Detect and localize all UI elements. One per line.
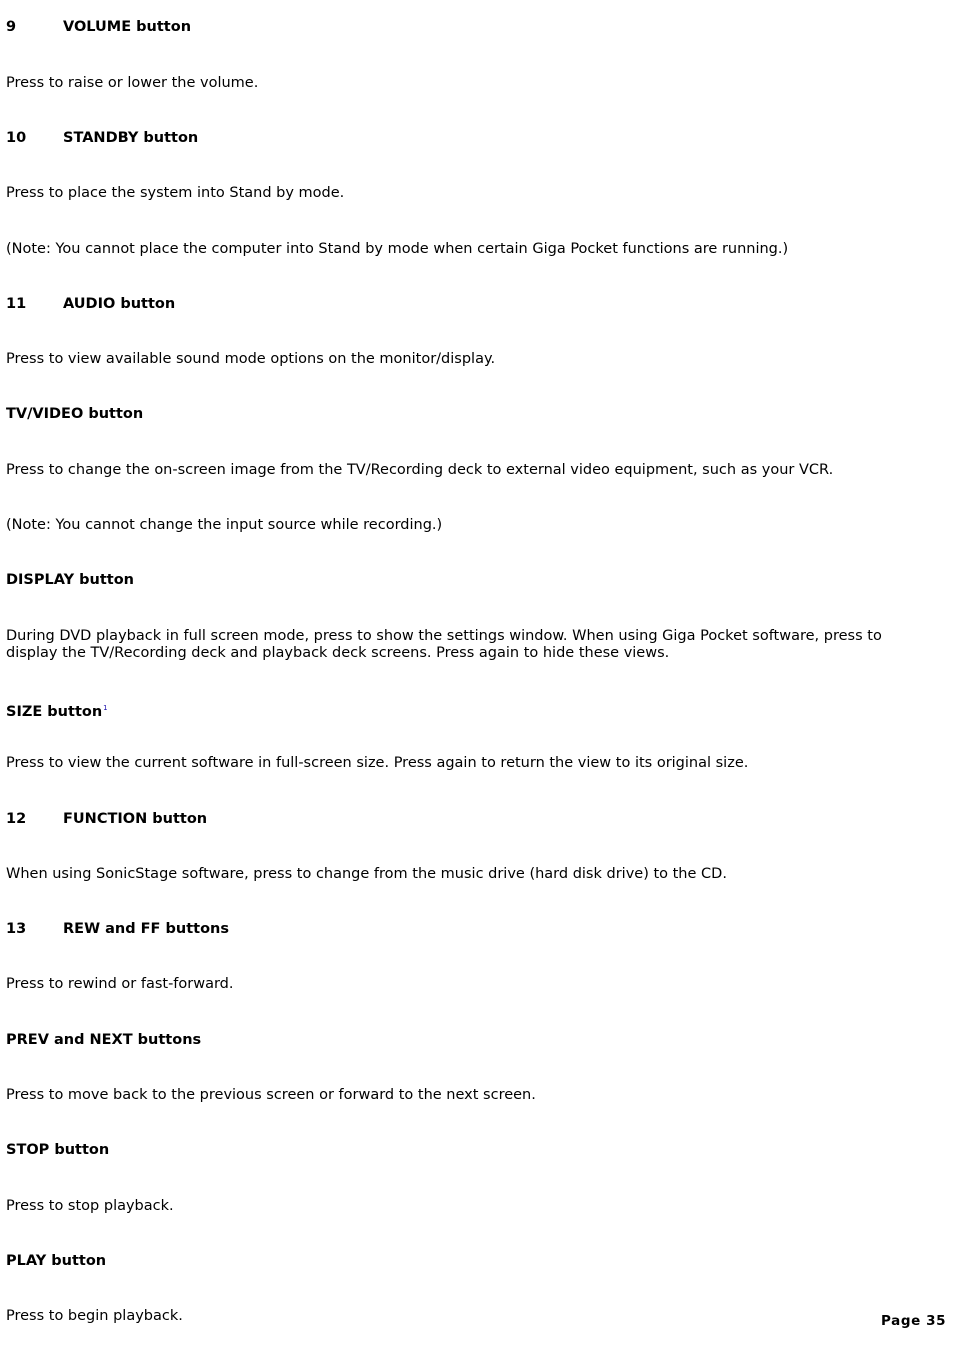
description: When using SonicStage software, press to change from the music drive (hard disk drive) to the CD. bbox=[6, 866, 727, 882]
item-number: 10 bbox=[6, 130, 27, 146]
heading-label: VOLUME button bbox=[63, 19, 192, 35]
heading-audio bbox=[6, 296, 930, 313]
heading-label: SIZE button bbox=[6, 704, 103, 720]
heading-volume bbox=[6, 19, 930, 36]
heading-display: DISPLAY button bbox=[6, 572, 134, 588]
description: Press to view the current software in full-screen size. Press again to return the view to its original size. bbox=[6, 755, 749, 771]
item-number: 11 bbox=[6, 296, 27, 312]
description: Press to place the system into Stand by mode. bbox=[6, 185, 345, 201]
item-number: 13 bbox=[6, 921, 27, 937]
heading-label: FUNCTION button bbox=[63, 811, 208, 827]
heading-tv-video: TV/VIDEO button bbox=[6, 406, 144, 422]
heading-label: AUDIO button bbox=[63, 296, 176, 312]
note: (Note: You cannot place the computer into Stand by mode when certain Giga Pocket functions are running.) bbox=[6, 241, 789, 257]
heading-function bbox=[6, 811, 930, 828]
description: Press to rewind or fast-forward. bbox=[6, 976, 234, 992]
description: Press to stop playback. bbox=[6, 1198, 174, 1214]
page-number: Page 35 bbox=[881, 1313, 947, 1329]
heading-size bbox=[6, 700, 930, 721]
description: Press to view available sound mode options on the monitor/display. bbox=[6, 351, 496, 367]
item-number: 12 bbox=[6, 811, 27, 827]
heading-stop: STOP button bbox=[6, 1142, 110, 1158]
heading-label: REW and FF buttons bbox=[63, 921, 229, 937]
description: Press to raise or lower the volume. bbox=[6, 75, 259, 91]
footnote-link[interactable]: 1 bbox=[103, 704, 108, 712]
heading-prev-next: PREV and NEXT buttons bbox=[6, 1032, 202, 1048]
heading-standby bbox=[6, 130, 930, 147]
description: Press to begin playback. bbox=[6, 1308, 183, 1324]
description: Press to change the on-screen image from the TV/Recording deck to external video equipment, such as your VCR. bbox=[6, 462, 834, 478]
description: During DVD playback in full screen mode, press to show the settings window. When using Giga Pocket software, press to display the TV/Recording deck and playback deck screens. Press again to hide these views. bbox=[6, 628, 882, 661]
heading-label: STANDBY button bbox=[63, 130, 199, 146]
note: (Note: You cannot change the input source while recording.) bbox=[6, 517, 443, 533]
item-number: 9 bbox=[6, 19, 17, 35]
heading-play: PLAY button bbox=[6, 1253, 107, 1269]
description: Press to move back to the previous screen or forward to the next screen. bbox=[6, 1087, 536, 1103]
heading-rew-ff bbox=[6, 921, 930, 938]
